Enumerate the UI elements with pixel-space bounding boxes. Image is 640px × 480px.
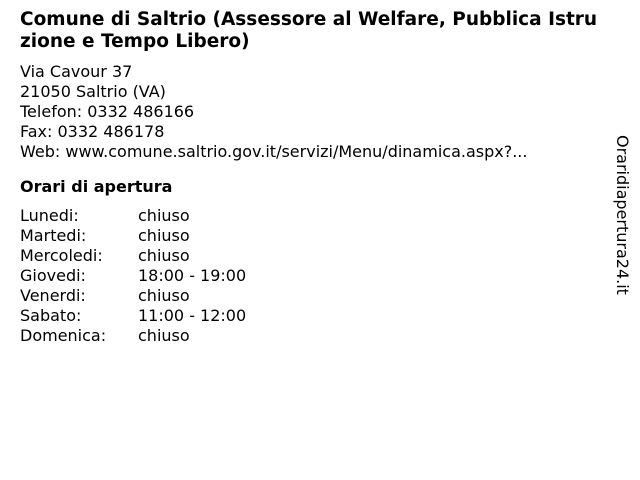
- day-time: 18:00 - 19:00: [138, 266, 247, 285]
- day-time: chiuso: [138, 286, 190, 305]
- day-label: Lunedi:: [20, 206, 79, 225]
- web-line: Web: www.comune.saltrio.gov.it/servizi/Menu/dinamica.aspx?...: [20, 142, 528, 161]
- day-label: Venerdi:: [20, 286, 86, 305]
- site-watermark: Oraridiapertura24.it: [613, 135, 632, 295]
- page-title: Comune di Saltrio (Assessore al Welfare, Pubblica Istruzione e Tempo Libero): [20, 9, 598, 52]
- phone-line: Telefon: 0332 486166: [20, 102, 195, 121]
- fax-line: Fax: 0332 486178: [20, 122, 165, 141]
- listing-card: [20, 9, 600, 346]
- day-time: 11:00 - 12:00: [138, 306, 247, 325]
- day-time: chiuso: [138, 226, 190, 245]
- hours-table: [20, 206, 600, 346]
- hours-row-tuesday: [20, 226, 600, 246]
- city-line: 21050 Saltrio (VA): [20, 82, 166, 101]
- day-time: chiuso: [138, 326, 190, 345]
- hours-row-wednesday: [20, 246, 600, 266]
- day-label: Mercoledi:: [20, 246, 103, 265]
- hours-heading: Orari di apertura: [20, 177, 173, 196]
- day-time: chiuso: [138, 246, 190, 265]
- hours-row-saturday: [20, 306, 600, 326]
- day-label: Sabato:: [20, 306, 82, 325]
- hours-row-friday: [20, 286, 600, 306]
- day-label: Giovedi:: [20, 266, 86, 285]
- street-line: Via Cavour 37: [20, 62, 133, 81]
- hours-row-sunday: [20, 326, 600, 346]
- day-time: chiuso: [138, 206, 190, 225]
- day-label: Martedi:: [20, 226, 87, 245]
- hours-row-thursday: [20, 266, 600, 286]
- address-block: [20, 62, 600, 162]
- day-label: Domenica:: [20, 326, 107, 345]
- hours-row-monday: [20, 206, 600, 226]
